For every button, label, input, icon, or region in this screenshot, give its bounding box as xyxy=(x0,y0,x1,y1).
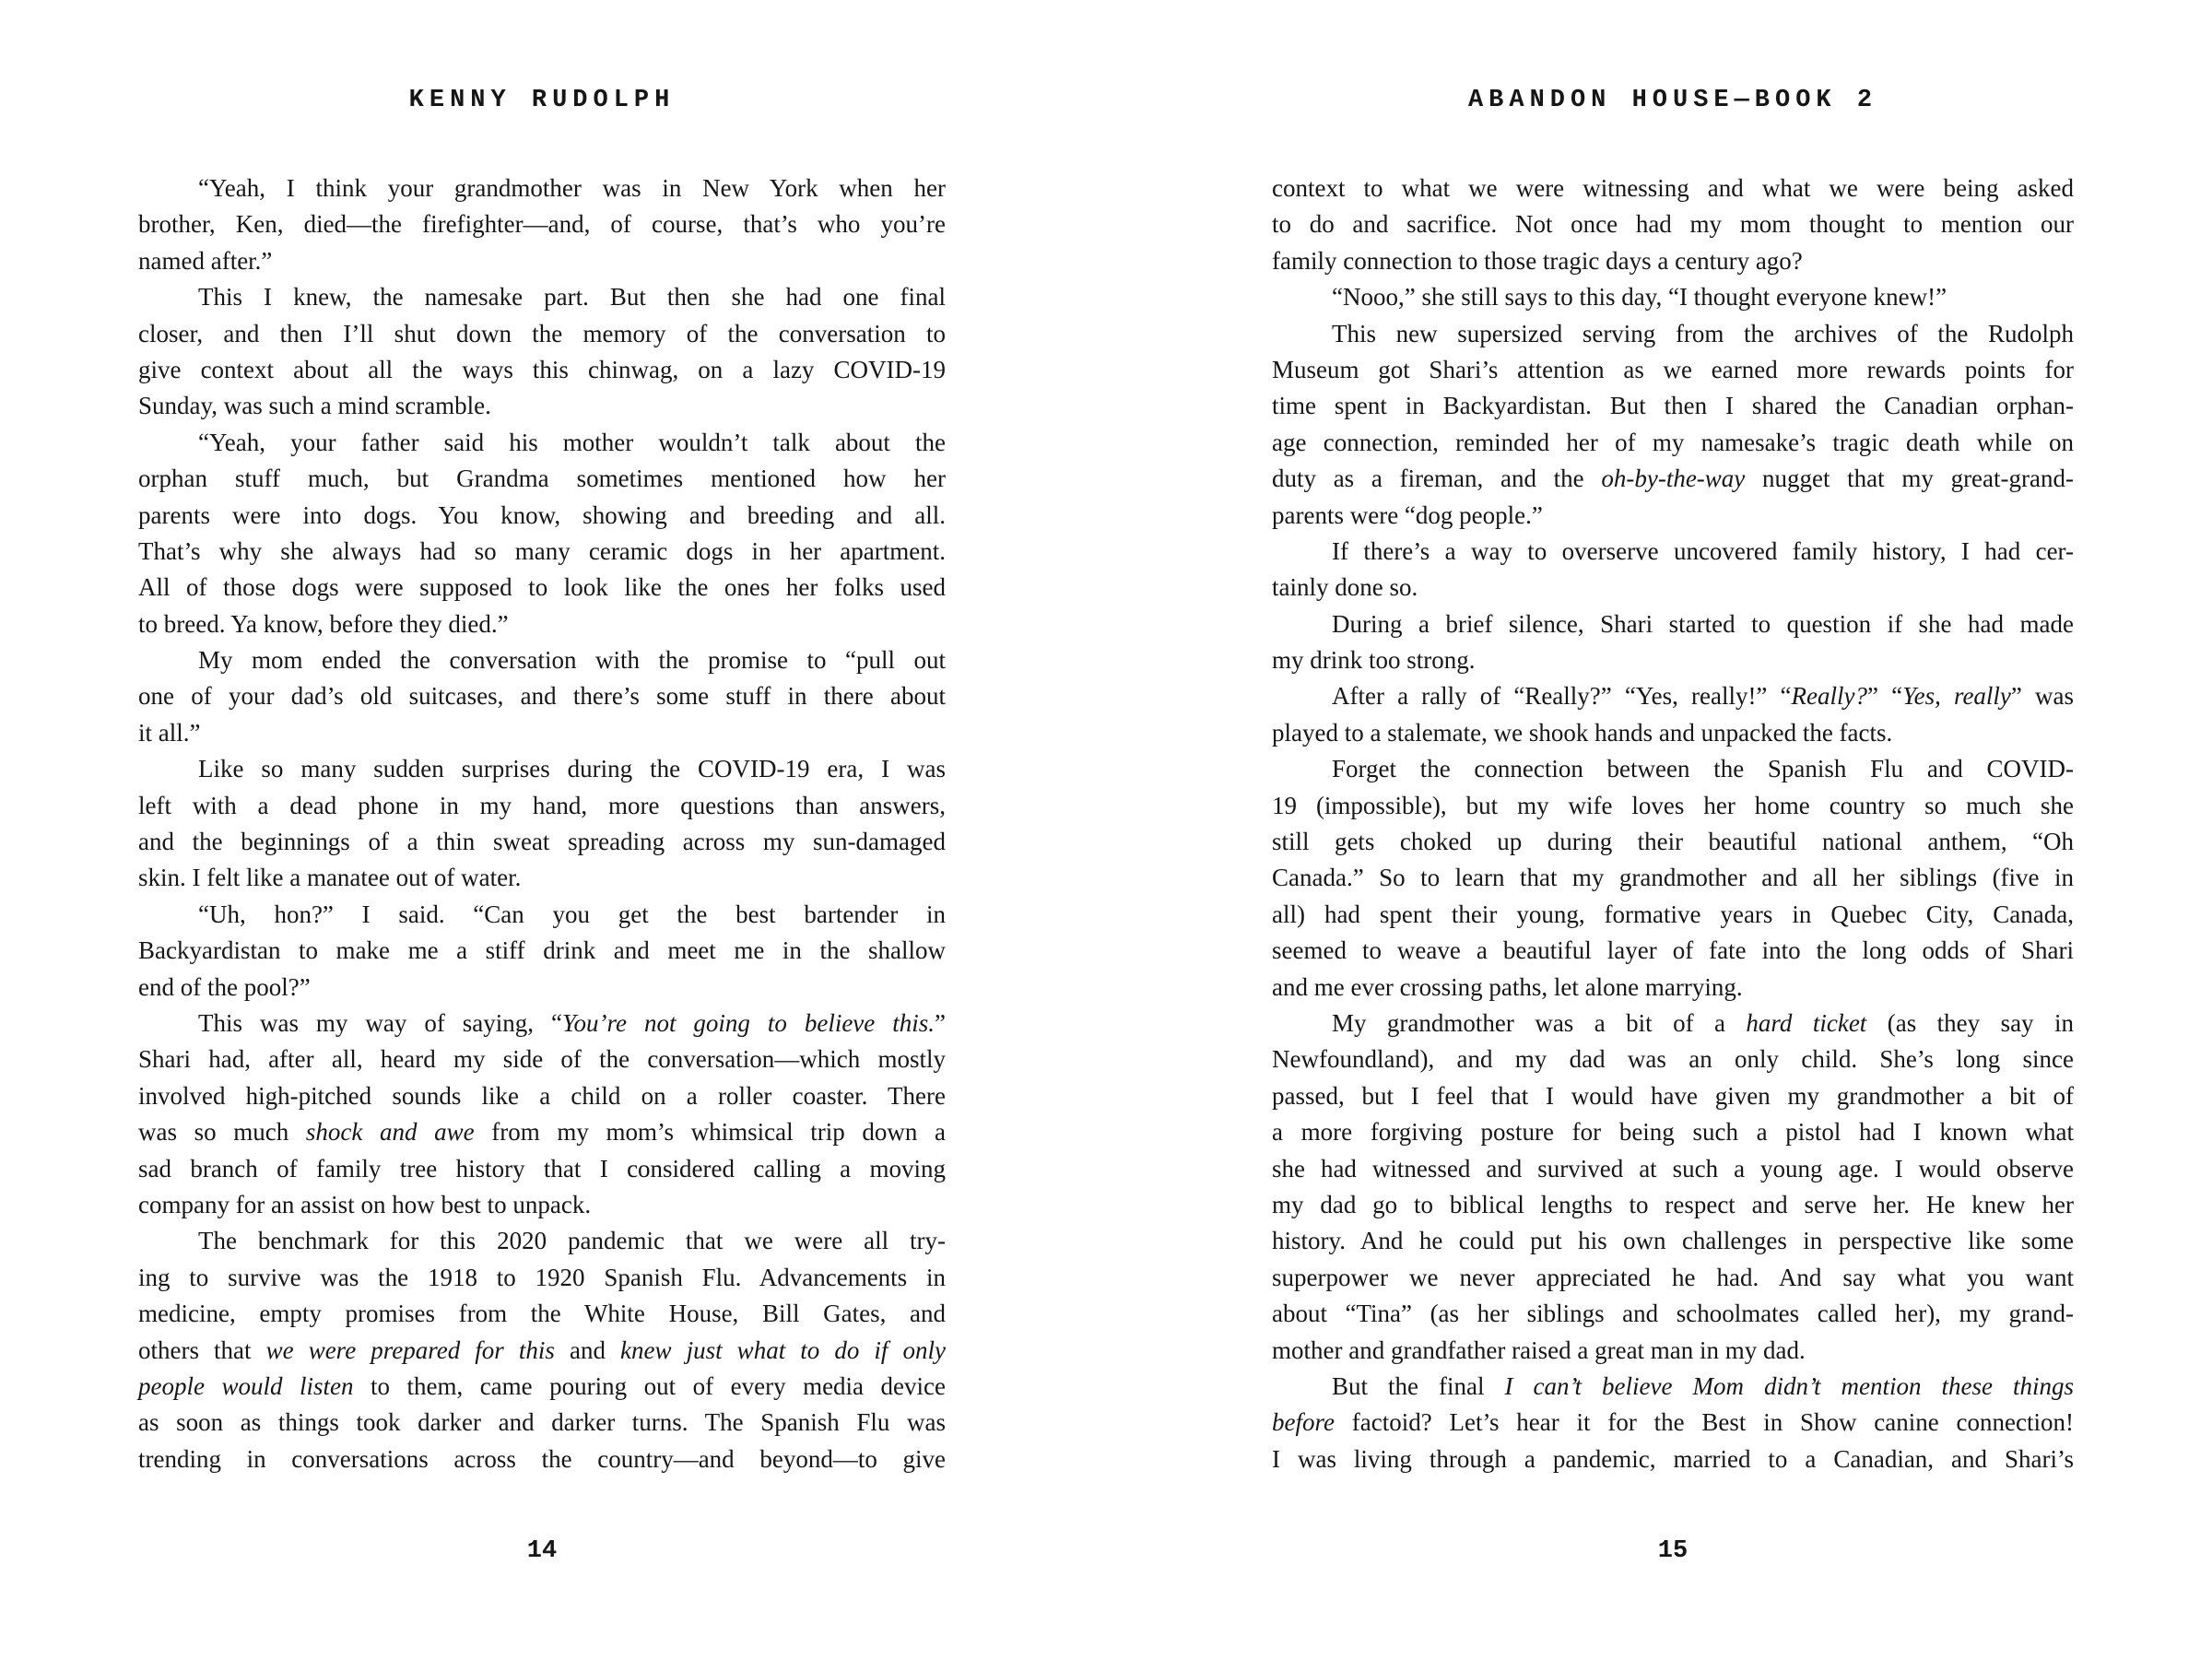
text-line: my dad go to biblical lengths to respect and serve her. He knew her xyxy=(1272,1190,2074,1218)
text-line: was so much shock and awe from my mom’s whimsical trip down a xyxy=(138,1118,947,1147)
text-line: parents were into dogs. You know, showing and breeding and all. xyxy=(138,500,946,529)
text-line: it all.” xyxy=(138,718,201,747)
text-line: family connection to those tragic days a century ago? xyxy=(1272,246,1803,275)
text-line: If there’s a way to overserve uncovered family history, I had cer- xyxy=(1332,536,2074,565)
text-line: and the beginnings of a thin sweat spreading across my sun-damaged xyxy=(138,828,946,856)
text-line: parents were “dog people.” xyxy=(1272,500,1543,529)
text-line: as soon as things took darker and darker turns. The Spanish Flu was xyxy=(138,1408,946,1437)
text-line: played to a stalemate, we shook hands and unpacked the facts. xyxy=(1272,718,1893,747)
text-line: brother, Ken, died—the firefighter—and, of course, that’s who you’re xyxy=(138,210,946,239)
text-line: “Yeah, I think your grandmother was in New York when her xyxy=(198,174,946,202)
text-line: superpower we never appreciated he had. And say what you want xyxy=(1272,1263,2074,1291)
text-line: Forget the connection between the Spanish Flu and COVID- xyxy=(1332,755,2074,783)
text-line: orphan stuff much, but Grandma sometimes mentioned how her xyxy=(138,465,946,493)
text-line: company for an assist on how best to unpack. xyxy=(138,1190,592,1218)
text-line: After a rally of “Really?” “Yes, really!” “Really?” “Yes, really” was xyxy=(1332,682,2074,711)
text-line: before factoid? Let’s hear it for the Best in Show canine connection! xyxy=(1272,1408,2074,1437)
text-line: my drink too strong. xyxy=(1272,646,1476,675)
text-line: “Uh, hon?” I said. “Can you get the best bartender in xyxy=(198,900,946,928)
text-line: closer, and then I’ll shut down the memory of the conversation to xyxy=(138,319,946,347)
text-line: named after.” xyxy=(138,246,273,275)
text-line: give context about all the ways this chinwag, on a lazy COVID-19 xyxy=(138,355,946,383)
text-line: passed, but I feel that I would have given my grandmother a bit of xyxy=(1272,1081,2074,1110)
left-page-body xyxy=(138,171,946,1477)
left-page xyxy=(138,0,946,1659)
text-line: My mom ended the conversation with the promise to “pull out xyxy=(198,646,946,675)
text-line: “Yeah, your father said his mother wouldn’t talk about the xyxy=(198,428,946,456)
text-line: end of the pool?” xyxy=(138,972,311,1001)
text-line: ing to survive was the 1918 to 1920 Spanish Flu. Advancements in xyxy=(138,1263,946,1291)
text-line: time spent in Backyardistan. But then I shared the Canadian orphan- xyxy=(1272,392,2074,420)
text-line: 19 (impossible), but my wife loves her home country so much she xyxy=(1272,791,2074,819)
right-page-body xyxy=(1272,171,2074,1477)
text-line: age connection, reminded her of my namesake’s tragic death while on xyxy=(1272,428,2074,456)
text-line: That’s why she always had so many ceramic dogs in her apartment. xyxy=(138,536,946,565)
text-line: seemed to weave a beautiful layer of fate into the long odds of Shari xyxy=(1272,936,2074,965)
text-line: During a brief silence, Shari started to question if she had made xyxy=(1332,609,2074,638)
text-line: But the final I can’t believe Mom didn’t mention these things xyxy=(1332,1371,2074,1400)
left-page-number: 14 xyxy=(526,1537,558,1565)
right-page xyxy=(1272,0,2074,1659)
text-line: others that we were prepared for this and knew just what to do if only xyxy=(138,1335,946,1364)
text-line: Canada.” So to learn that my grandmother and all her siblings (five in xyxy=(1272,864,2074,892)
text-line: This new supersized serving from the archives of the Rudolph xyxy=(1332,319,2074,347)
text-line: Like so many sudden surprises during the COVID-19 era, I was xyxy=(198,755,946,783)
text-line: and me ever crossing paths, let alone marrying. xyxy=(1272,972,1743,1001)
text-line: All of those dogs were supposed to look like the ones her folks used xyxy=(138,573,946,602)
text-line: about “Tina” (as her siblings and schoolmates called her), my grand- xyxy=(1272,1300,2074,1328)
text-line: she had witnessed and survived at such a young age. I would observe xyxy=(1272,1154,2074,1182)
text-line: I was living through a pandemic, married to a Canadian, and Shari’s xyxy=(1272,1444,2074,1473)
text-line: people would listen to them, came pouring out of every media device xyxy=(138,1371,946,1400)
text-line: tainly done so. xyxy=(1272,573,1418,602)
text-line: one of your dad’s old suitcases, and there’s some stuff in there about xyxy=(138,682,946,711)
text-line: all) had spent their young, formative years in Quebec City, Canada, xyxy=(1272,900,2074,928)
text-line: mother and grandfather raised a great man in my dad. xyxy=(1272,1335,1806,1364)
text-line: This I knew, the namesake part. But then she had one final xyxy=(198,283,946,312)
text-line: left with a dead phone in my hand, more questions than answers, xyxy=(138,791,946,819)
text-line: context to what we were witnessing and what we were being asked xyxy=(1272,174,2074,202)
text-line: trending in conversations across the country—and beyond—to give xyxy=(138,1444,946,1473)
text-line: My grandmother was a bit of a hard ticket (as they say in xyxy=(1332,1008,2074,1037)
text-line: to breed. Ya know, before they died.” xyxy=(138,609,509,638)
text-line: skin. I felt like a manatee out of water. xyxy=(138,864,522,892)
text-line: history. And he could put his own challenges in perspective like some xyxy=(1272,1227,2074,1255)
text-line: medicine, empty promises from the White House, Bill Gates, and xyxy=(138,1300,946,1328)
text-line: to do and sacrifice. Not once had my mom thought to mention our xyxy=(1272,210,2074,239)
left-running-header: KENNY RUDOLPH xyxy=(408,87,676,114)
text-line: involved high-pitched sounds like a child on a roller coaster. There xyxy=(138,1081,946,1110)
text-line: Newfoundland), and my dad was an only child. She’s long since xyxy=(1272,1045,2074,1074)
text-line: duty as a fireman, and the oh-by-the-way nugget that my great-grand- xyxy=(1272,465,2074,493)
right-page-number: 15 xyxy=(1657,1537,1688,1565)
text-line: This was my way of saying, “You’re not going to believe this.” xyxy=(198,1008,946,1037)
text-line: The benchmark for this 2020 pandemic that we were all try- xyxy=(198,1227,946,1255)
text-line: Museum got Shari’s attention as we earned more rewards points for xyxy=(1272,355,2074,383)
text-line: Backyardistan to make me a stiff drink and meet me in the shallow xyxy=(138,936,946,965)
text-line: “Nooo,” she still says to this day, “I thought everyone knew!” xyxy=(1332,283,1947,312)
text-line: Shari had, after all, heard my side of the conversation—which mostly xyxy=(138,1045,946,1074)
text-line: a more forgiving posture for being such a pistol had I known what xyxy=(1272,1118,2074,1147)
right-running-header: ABANDON HOUSE—BOOK 2 xyxy=(1467,87,1878,114)
text-line: sad branch of family tree history that I considered calling a moving xyxy=(138,1154,946,1182)
text-line: still gets choked up during their beautiful national anthem, “Oh xyxy=(1272,828,2074,856)
text-line: Sunday, was such a mind scramble. xyxy=(138,392,491,420)
